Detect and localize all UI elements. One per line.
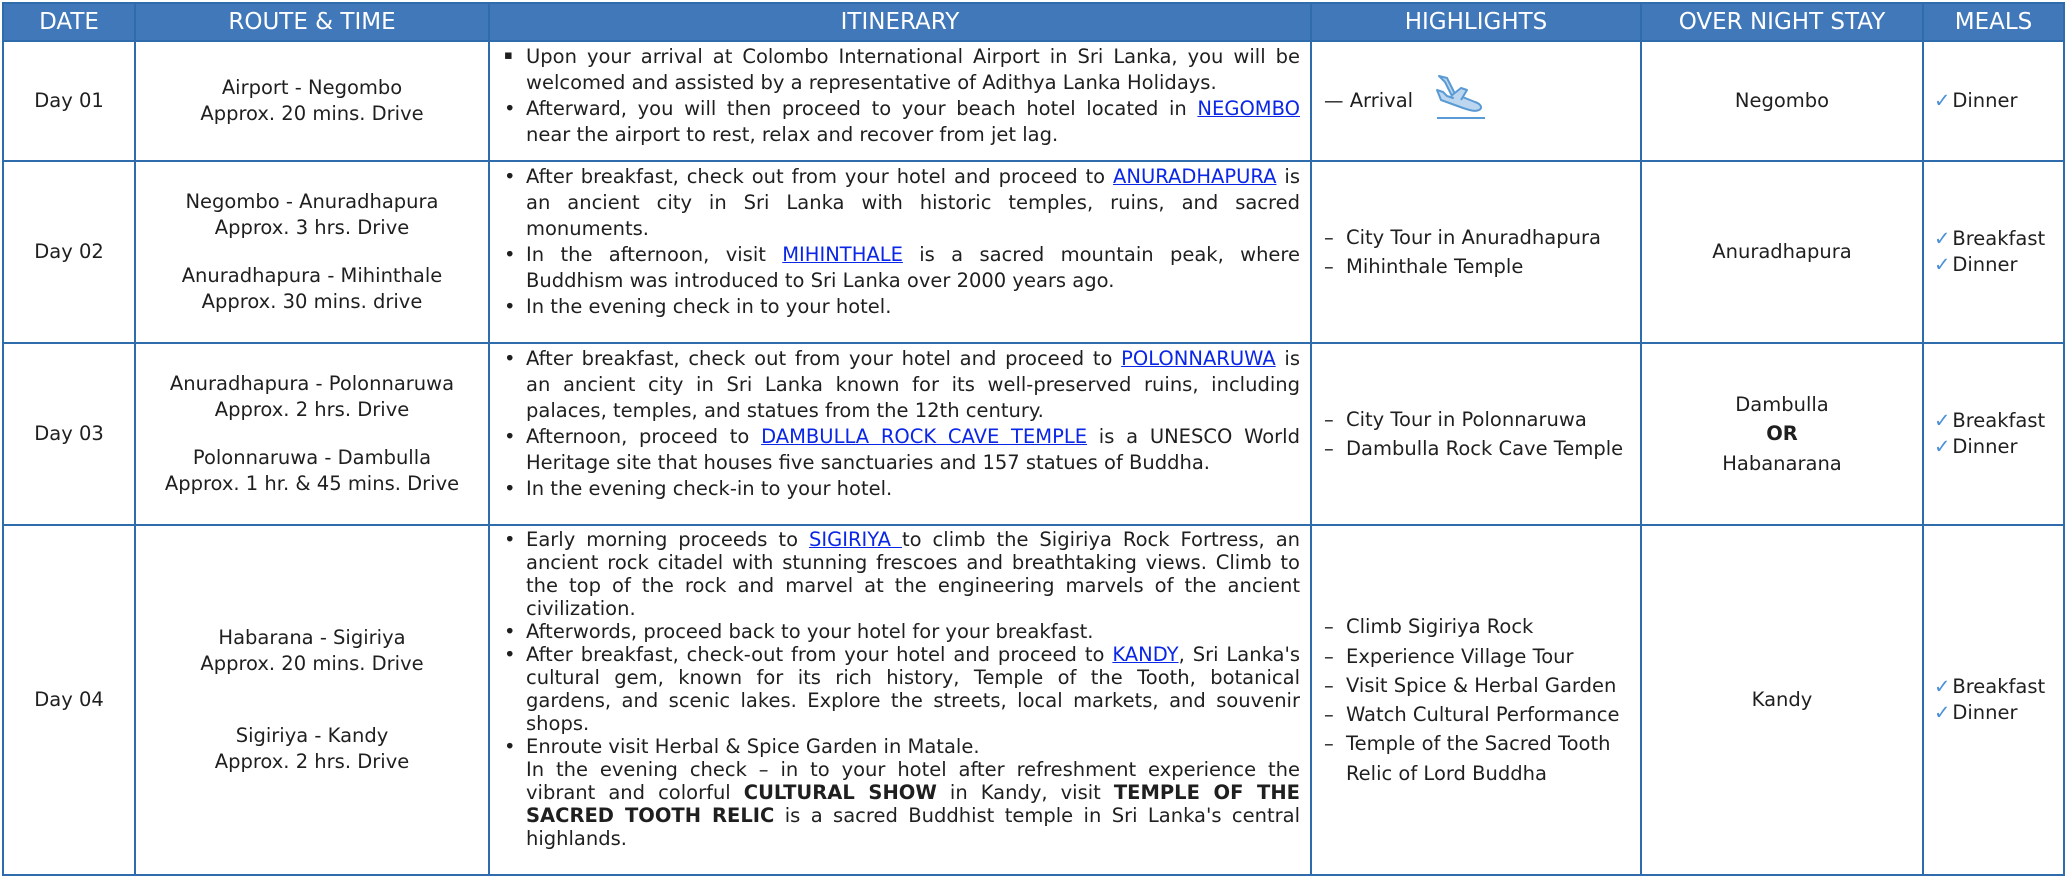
- bullet-icon: •: [504, 735, 516, 758]
- highlight-item: – Temple of the Sacred Tooth Relic of Lord Buddha: [1324, 729, 1630, 788]
- stay-or: OR: [1766, 422, 1798, 446]
- link-mihinthale[interactable]: MIHINTHALE: [782, 242, 903, 266]
- meal-item: ✓ Breakfast: [1934, 409, 2046, 433]
- dash-icon: —: [1324, 89, 1350, 113]
- square-bullet-icon: ▪: [504, 48, 513, 63]
- highlights-cell: [1311, 525, 1641, 875]
- itinerary-cell: [489, 525, 1311, 875]
- bullet-icon: •: [504, 476, 516, 500]
- dash-icon: –: [1324, 437, 1334, 460]
- bullet-icon: •: [504, 242, 516, 266]
- link-dambulla[interactable]: DAMBULLA ROCK CAVE TEMPLE: [761, 424, 1088, 448]
- meals-cell: [1923, 41, 2064, 161]
- link-kandy[interactable]: KANDY: [1112, 643, 1179, 666]
- route-leg: Negombo - Anuradhapura: [185, 189, 439, 213]
- bullet-icon: •: [504, 424, 516, 448]
- dash-icon: –: [1324, 615, 1334, 639]
- meal-item: ✓ Breakfast: [1934, 675, 2046, 699]
- bullet-icon: •: [504, 643, 516, 666]
- link-anuradhapura[interactable]: ANURADHAPURA: [1113, 165, 1277, 188]
- check-icon: ✓: [1934, 701, 1951, 724]
- itinerary-item: • Enroute visit Herbal & Spice Garden in Matale.: [504, 735, 980, 758]
- highlight-item: – Watch Cultural Performance: [1324, 700, 1630, 729]
- day-label: Day 03: [3, 343, 135, 525]
- day-label: Day 02: [3, 161, 135, 343]
- highlight-item: – Visit Spice & Herbal Garden: [1324, 671, 1630, 700]
- meal-item: ✓ Dinner: [1934, 89, 2018, 113]
- header-itinerary: ITINERARY: [489, 3, 1311, 41]
- bullet-icon: •: [504, 347, 516, 370]
- itinerary-item: • Afternoon, proceed to DAMBULLA ROCK CAVE TEMPLE is a UNESCO World Heritage site that houses five sanctuaries and 157 statues of Buddha.: [504, 424, 1300, 474]
- itinerary-item: ▪ Upon your arrival at Colombo International Airport in Sri Lanka, you will be welcomed and assisted by a representative of Adithya Lanka Holidays.: [504, 45, 1300, 94]
- route-cell: [135, 525, 489, 875]
- check-icon: ✓: [1934, 89, 1951, 113]
- header-row: [3, 3, 2064, 41]
- route-time: Approx. 2 hrs. Drive: [214, 750, 410, 774]
- day-label: Day 01: [3, 41, 135, 161]
- route-time: Approx. 3 hrs. Drive: [214, 215, 410, 239]
- day-row-01: [3, 41, 2064, 161]
- itinerary-paragraph: In the evening check – in to your hotel after refreshment experience the vibrant and colorful CULTURAL SHOW in Kandy, visit TEMPLE OF THE SACRED TOOTH RELIC is a sacred Buddhist temple in Sri Lanka's central highlands.: [526, 758, 1301, 850]
- stay-cell: Kandy: [1641, 525, 1923, 875]
- route-leg: Airport - Negombo: [221, 75, 403, 99]
- meal-item: ✓ Dinner: [1934, 701, 2018, 724]
- stay-cell: Anuradhapura: [1641, 161, 1923, 343]
- highlight-item: – Mihinthale Temple: [1324, 252, 1630, 281]
- itinerary-item: • After breakfast, check out from your hotel and proceed to ANURADHAPURA is an ancient city in Sri Lanka with historic temples, ruins, and sacred monuments.: [504, 165, 1300, 240]
- dash-icon: –: [1324, 703, 1334, 726]
- bullet-icon: •: [504, 294, 516, 318]
- itinerary-item: • Afterward, you will then proceed to your beach hotel located in NEGOMBO near the airport to rest, relax and recover from jet lag.: [504, 96, 1300, 146]
- check-icon: ✓: [1934, 409, 1951, 433]
- route-time: Approx. 30 mins. drive: [201, 290, 423, 314]
- highlight-item: – City Tour in Anuradhapura: [1324, 223, 1630, 252]
- highlight-item: – Experience Village Tour: [1324, 642, 1630, 671]
- dash-icon: –: [1324, 732, 1334, 756]
- route-leg: Polonnaruwa - Dambulla: [192, 446, 432, 469]
- itinerary-item: • Afterwords, proceed back to your hotel for your breakfast.: [504, 620, 1094, 643]
- check-icon: ✓: [1934, 227, 1951, 251]
- dash-icon: –: [1324, 673, 1334, 697]
- bullet-icon: •: [504, 528, 516, 551]
- route-time: Approx. 2 hrs. Drive: [214, 397, 410, 421]
- dash-icon: –: [1324, 225, 1334, 249]
- day-label: Day 04: [3, 525, 135, 875]
- link-negombo[interactable]: NEGOMBO: [1197, 96, 1300, 120]
- route-leg: Habarana - Sigiriya: [218, 625, 406, 649]
- bullet-icon: •: [504, 620, 516, 643]
- route-leg: Sigiriya - Kandy: [235, 724, 389, 747]
- route-cell: [135, 161, 489, 343]
- route-cell: [135, 41, 489, 161]
- stay-cell: Negombo: [1641, 41, 1923, 161]
- stay-option: Dambulla: [1735, 393, 1829, 417]
- route-leg: Anuradhapura - Mihinthale: [181, 264, 443, 287]
- route-time: Approx. 1 hr. & 45 mins. Drive: [164, 472, 460, 496]
- check-icon: ✓: [1934, 253, 1951, 276]
- highlight-item: – City Tour in Polonnaruwa: [1324, 405, 1630, 434]
- check-icon: ✓: [1934, 435, 1951, 458]
- header-route: ROUTE & TIME: [135, 3, 489, 41]
- route-cell: [135, 343, 489, 525]
- day-row-03: [3, 343, 2064, 525]
- bullet-icon: •: [504, 96, 516, 120]
- itinerary-item: • In the evening check in to your hotel.: [504, 294, 892, 318]
- header-date: DATE: [3, 3, 135, 41]
- meals-cell: [1923, 161, 2064, 343]
- link-sigiriya[interactable]: SIGIRIYA: [808, 528, 902, 551]
- meal-item: ✓ Dinner: [1934, 253, 2018, 276]
- route-leg: Anuradhapura - Polonnaruwa: [169, 371, 455, 395]
- day-row-02: [3, 161, 2064, 343]
- meal-item: ✓ Breakfast: [1934, 227, 2046, 251]
- highlight-item: — Arrival: [1324, 68, 1630, 134]
- route-time: Approx. 20 mins. Drive: [200, 102, 424, 125]
- header-highlights: HIGHLIGHTS: [1311, 3, 1641, 41]
- itinerary-cell: [489, 343, 1311, 525]
- itinerary-item: • After breakfast, check-out from your hotel and proceed to KANDY, Sri Lanka's cultural gem, known for its rich history, Temple of the Tooth, botanical gardens, and scenic lakes. Explore the streets, local markets, and souvenir shops.: [504, 643, 1301, 735]
- header-stay: OVER NIGHT STAY: [1641, 3, 1923, 41]
- day-row-04: [3, 525, 2064, 875]
- meals-cell: [1923, 343, 2064, 525]
- itinerary-item: • Early morning proceeds to SIGIRIYA to climb the Sigiriya Rock Fortress, an ancient rock citadel with stunning frescoes and breathtaking views. Climb to the top of the rock and marvel at the engineering marvels of the ancient civilization.: [504, 528, 1301, 620]
- route-time: Approx. 20 mins. Drive: [200, 651, 424, 675]
- meal-item: ✓ Dinner: [1934, 435, 2018, 458]
- header-meals: MEALS: [1923, 3, 2064, 41]
- highlights-cell: [1311, 161, 1641, 343]
- link-polonnaruwa[interactable]: POLONNARUWA: [1121, 347, 1276, 370]
- meals-cell: [1923, 525, 2064, 875]
- dash-icon: –: [1324, 644, 1334, 668]
- itinerary-cell: [489, 41, 1311, 161]
- bullet-icon: •: [504, 165, 516, 188]
- dash-icon: –: [1324, 255, 1334, 278]
- dash-icon: –: [1324, 407, 1334, 431]
- itinerary-item: • In the evening check-in to your hotel.: [504, 476, 893, 500]
- itinerary-cell: [489, 161, 1311, 343]
- itinerary-item: • In the afternoon, visit MIHINTHALE is a sacred mountain peak, where Buddhism was introduced to Sri Lanka over 2000 years ago.: [504, 242, 1301, 292]
- airplane-landing-icon: [1431, 68, 1489, 134]
- itinerary-item: • After breakfast, check out from your hotel and proceed to POLONNARUWA is an ancient city in Sri Lanka known for its well-preserved ruins, including palaces, temples, and statues from the 12th century.: [504, 347, 1300, 422]
- itinerary-table: [2, 2, 2065, 876]
- check-icon: ✓: [1934, 675, 1951, 699]
- stay-cell: [1641, 343, 1923, 525]
- highlight-item: – Dambulla Rock Cave Temple: [1324, 434, 1630, 463]
- highlight-item: – Climb Sigiriya Rock: [1324, 612, 1630, 641]
- stay-option: Habanarana: [1722, 451, 1842, 475]
- highlights-cell: [1311, 343, 1641, 525]
- highlights-cell: [1311, 41, 1641, 161]
